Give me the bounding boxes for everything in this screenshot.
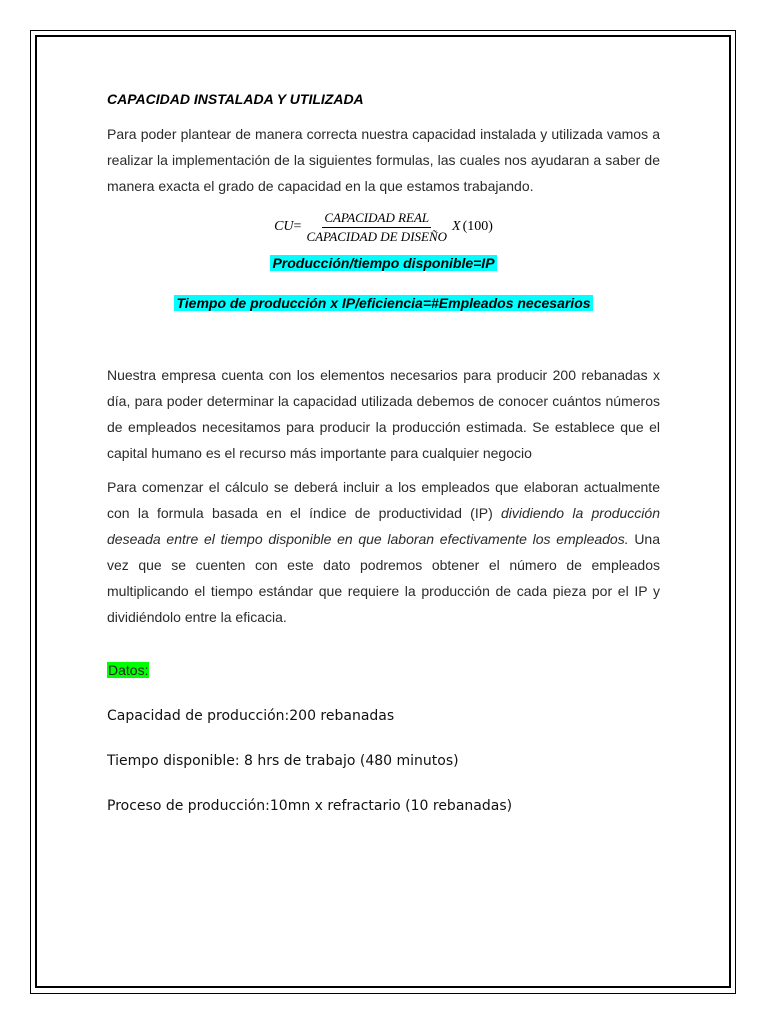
formula-multiplier: X	[452, 219, 461, 234]
intro-paragraph: Para poder plantear de manera correcta nuestra capacidad instalada y utilizada vamos a realizar la implementación de la siguientes formulas, las cuales nos ayudaran a saber de manera exacta el grado de capacidad en la que estamos trabajando.	[107, 126, 660, 194]
ip-formula: Producción/tiempo disponible=IP	[272, 255, 495, 271]
cu-formula	[107, 205, 660, 249]
employees-formula-line	[107, 293, 660, 314]
formula-equals: =	[293, 219, 302, 234]
paragraph-calculation-italic: dividiendo la producción deseada entre el tiempo disponible en que laboran efectivamente los empleados.	[107, 505, 660, 547]
datos-heading-line	[107, 660, 660, 681]
data-item-time: Tiempo disponible: 8 hrs de trabajo (480 minutos)	[107, 753, 459, 769]
paragraph-calculation-part2: Una vez que se cuenten con este dato podremos obtener el número de empleados multiplicando el tiempo estándar que requiere la producción de cada pieza por el IP y dividiéndolo entre la eficacia.	[107, 531, 661, 625]
data-item-process: Proceso de producción:10mn x refractario (10 rebanadas)	[107, 798, 513, 814]
datos-heading: Datos:	[108, 662, 149, 678]
data-item-capacity: Capacidad de producción:200 rebanadas	[107, 708, 395, 724]
paragraph-calculation-part1: Para comenzar el cálculo se deberá incluir a los empleados que elaboran actualmente con la formula basada en el índice de productividad (IP)	[107, 479, 660, 521]
section-title: CAPACIDAD INSTALADA Y UTILIZADA	[107, 91, 364, 107]
employees-formula: Tiempo de producción x IP/eficiencia=#Empleados necesarios	[176, 295, 591, 311]
formula-numerator: CAPACIDAD REAL	[322, 210, 431, 228]
formula-fraction	[304, 210, 449, 245]
paragraph-company: Nuestra empresa cuenta con los elementos necesarios para producir 200 rebanadas x día, para poder determinar la capacidad utilizada debemos de conocer cuántos números de empleados necesitamos para producir la producción estimada. Se establece que el capital humano es el recurso más importante para cualquier negocio	[107, 367, 660, 461]
document-content	[107, 89, 660, 816]
paragraph-calculation	[107, 474, 660, 630]
formula-lhs: CU	[274, 219, 294, 234]
formula-factor: (100)	[462, 219, 493, 234]
ip-formula-line	[107, 253, 660, 274]
formula-denominator: CAPACIDAD DE DISEÑO	[306, 228, 448, 244]
